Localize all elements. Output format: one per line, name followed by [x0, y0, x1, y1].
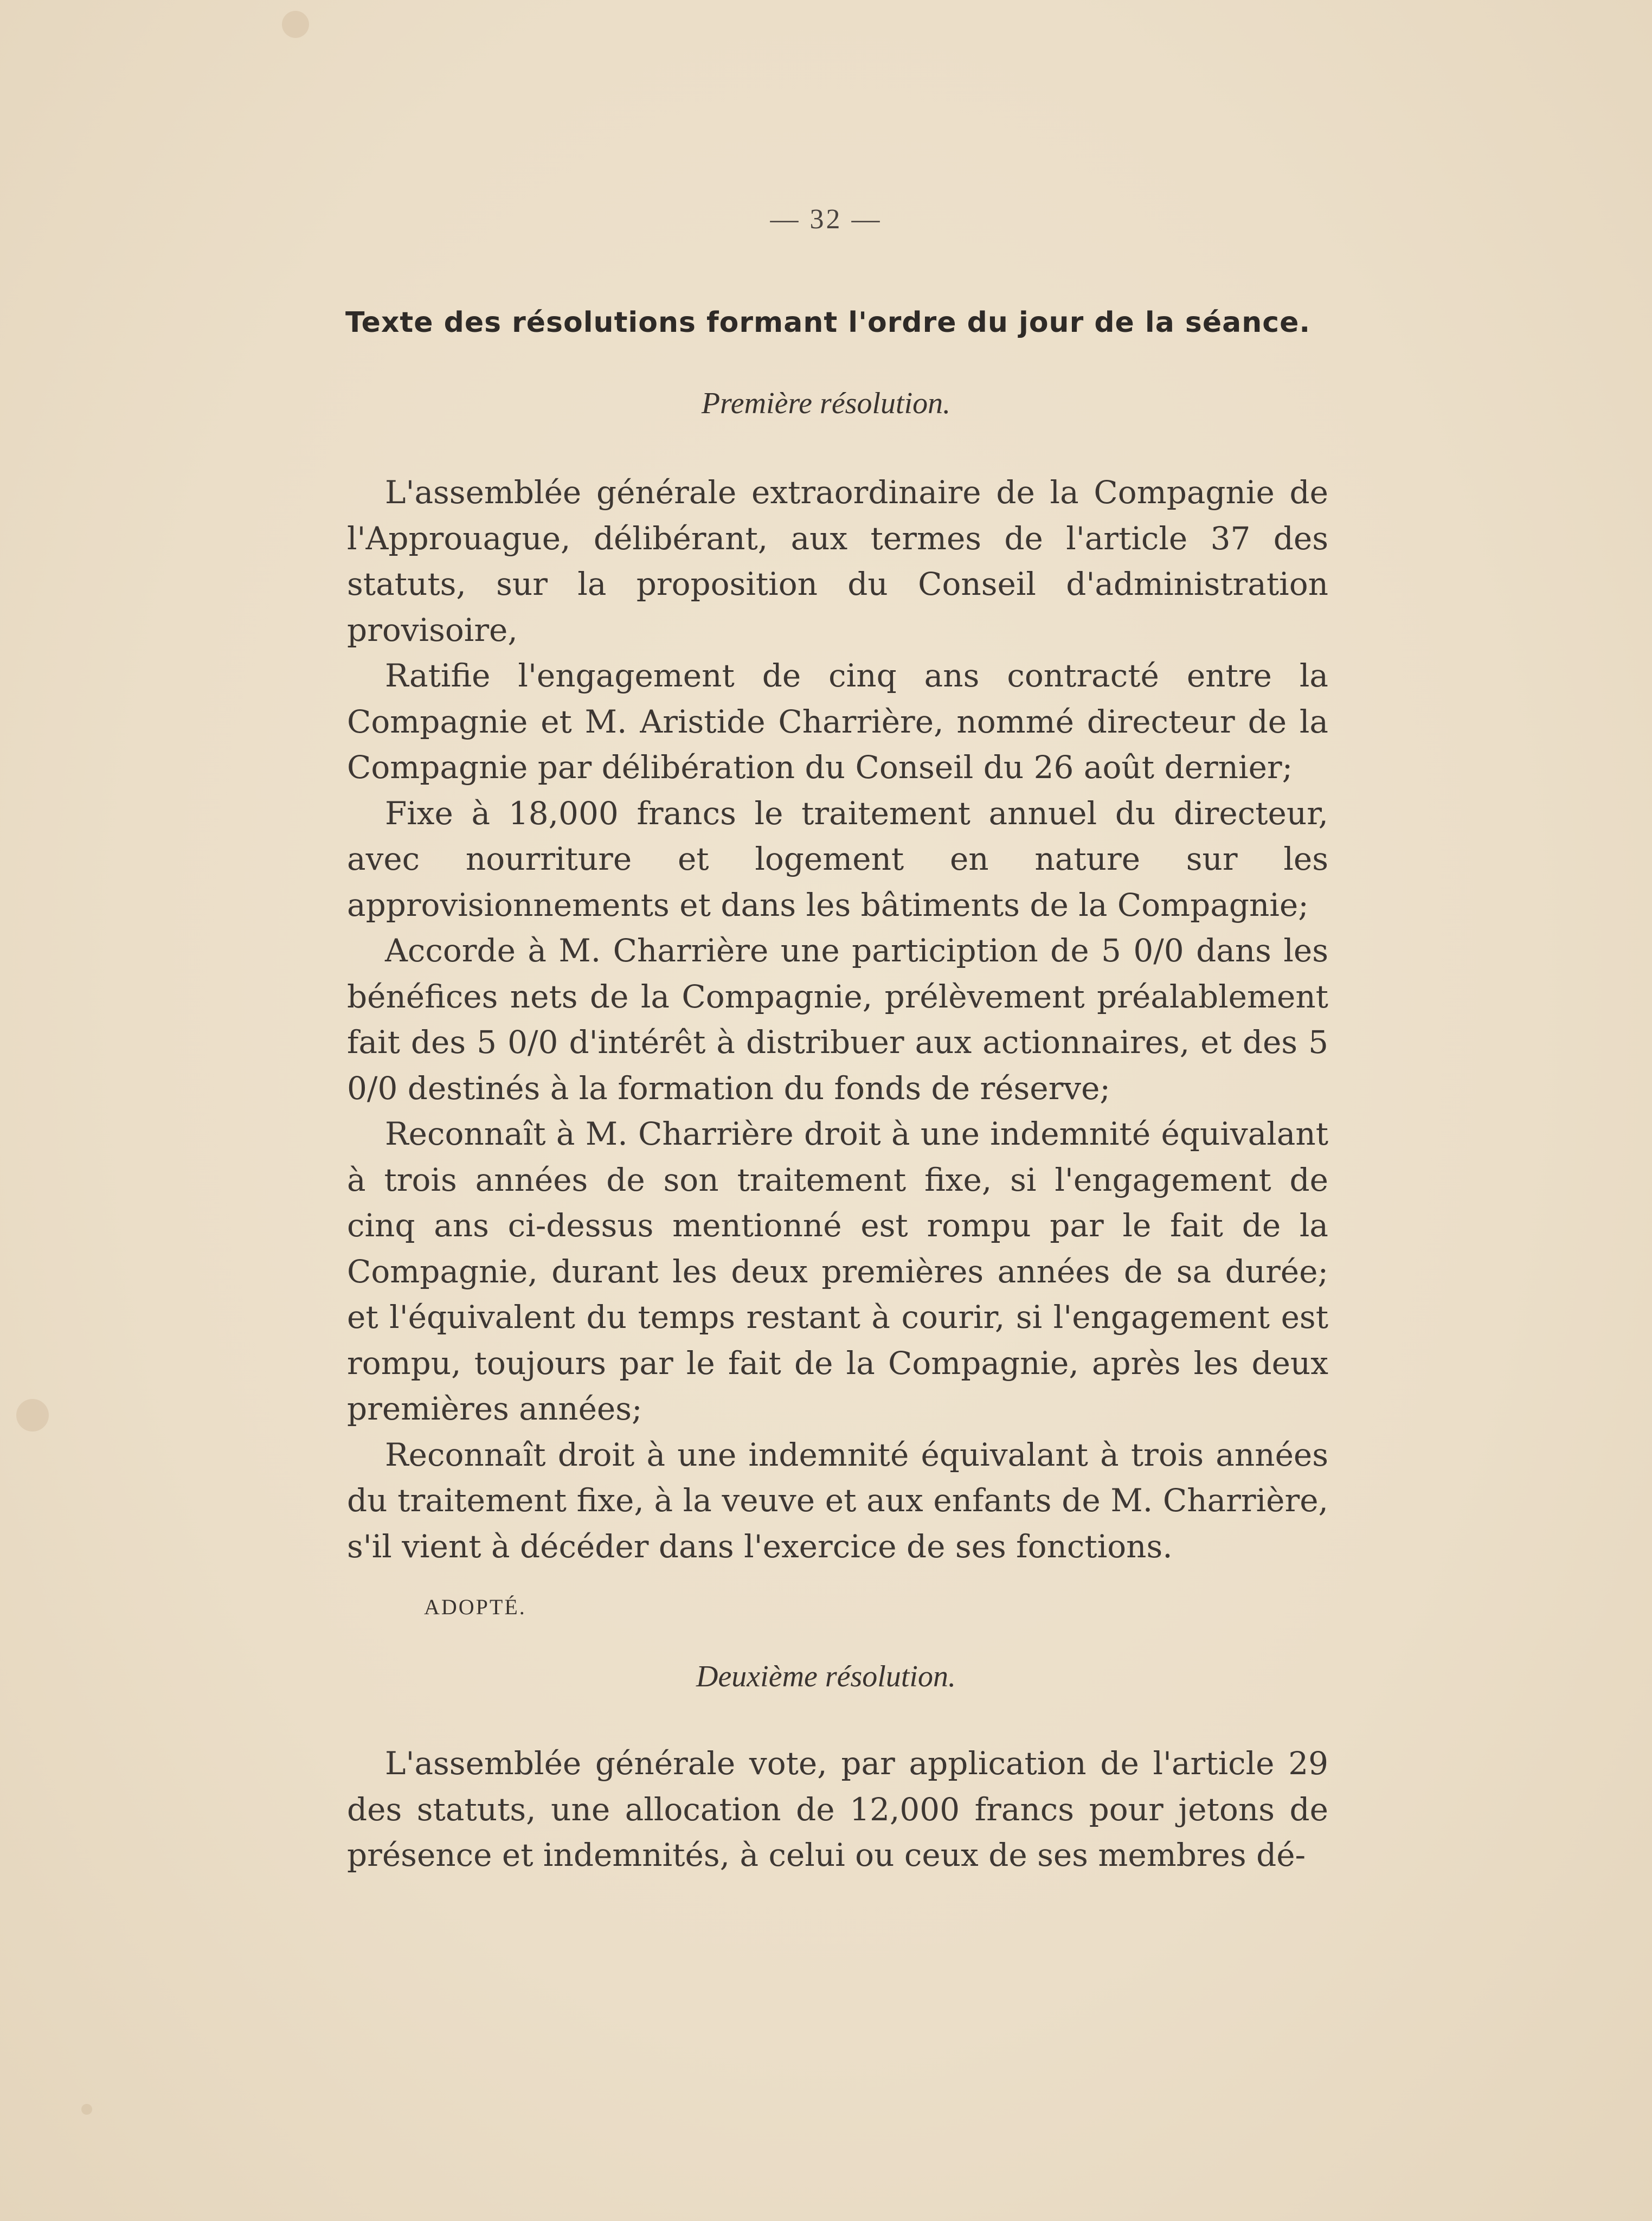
paragraph: Reconnaît droit à une indemnité équivalant à trois années du traitement fixe, à la veuve et aux enfants de M. Charrière, s'il vient à décéder dans l'exercice de ses fonctions.: [347, 1436, 1328, 1565]
paragraph: L'assemblée générale extraordinaire de la Compagnie de l'Approuague, délibérant, aux termes de l'article 37 des statuts, sur la proposition du Conseil d'administration provisoire,: [347, 474, 1328, 649]
resolution-2-body: [347, 1741, 1328, 1878]
paper-stain: [16, 1399, 49, 1432]
page-number: — 32 —: [770, 204, 882, 235]
paragraph: Fixe à 18,000 francs le traitement annuel du directeur, avec nourriture et logement en nature sur les approvisionnements et dans les bâtiments de la Compagnie;: [347, 794, 1328, 923]
paper-stain: [81, 2104, 92, 2115]
paragraph: Ratifie l'engagement de cinq ans contracté entre la Compagnie et M. Aristide Charrière, nommé directeur de la Compagnie par délibération du Conseil du 26 août dernier;: [347, 657, 1328, 786]
paper-stain: [282, 11, 309, 38]
section-heading: Texte des résolutions formant l'ordre du jour de la séance.: [345, 306, 1311, 339]
paragraph: Reconnaît à M. Charrière droit à une indemnité équivalant à trois années de son traitement fixe, si l'engagement de cinq ans ci-dessus mentionné est rompu par le fait de la Compagnie, durant les deux premières années de sa durée; et l'équivalent du temps restant à courir, si l'engagement est rompu, toujours par le fait de la Compagnie, après les deux premières années;: [347, 1115, 1328, 1427]
resolution-2-title: Deuxième résolution.: [696, 1660, 956, 1693]
adoption-status: ADOPTÉ.: [424, 1595, 526, 1619]
resolution-1-body: [347, 470, 1328, 1569]
paragraph: L'assemblée générale vote, par application de l'article 29 des statuts, une allocation de 12,000 francs pour jetons de présence et indemnités, à celui ou ceux de ses membres dé-: [347, 1745, 1328, 1873]
paragraph: Accorde à M. Charrière une particiption de 5 0/0 dans les bénéfices nets de la Compagnie, prélèvement préalablement fait des 5 0/0 d'intérêt à distribuer aux actionnaires, et des 5 0/0 destinés à la formation du fonds de réserve;: [347, 932, 1328, 1107]
resolution-1-title: Première résolution.: [701, 387, 951, 420]
